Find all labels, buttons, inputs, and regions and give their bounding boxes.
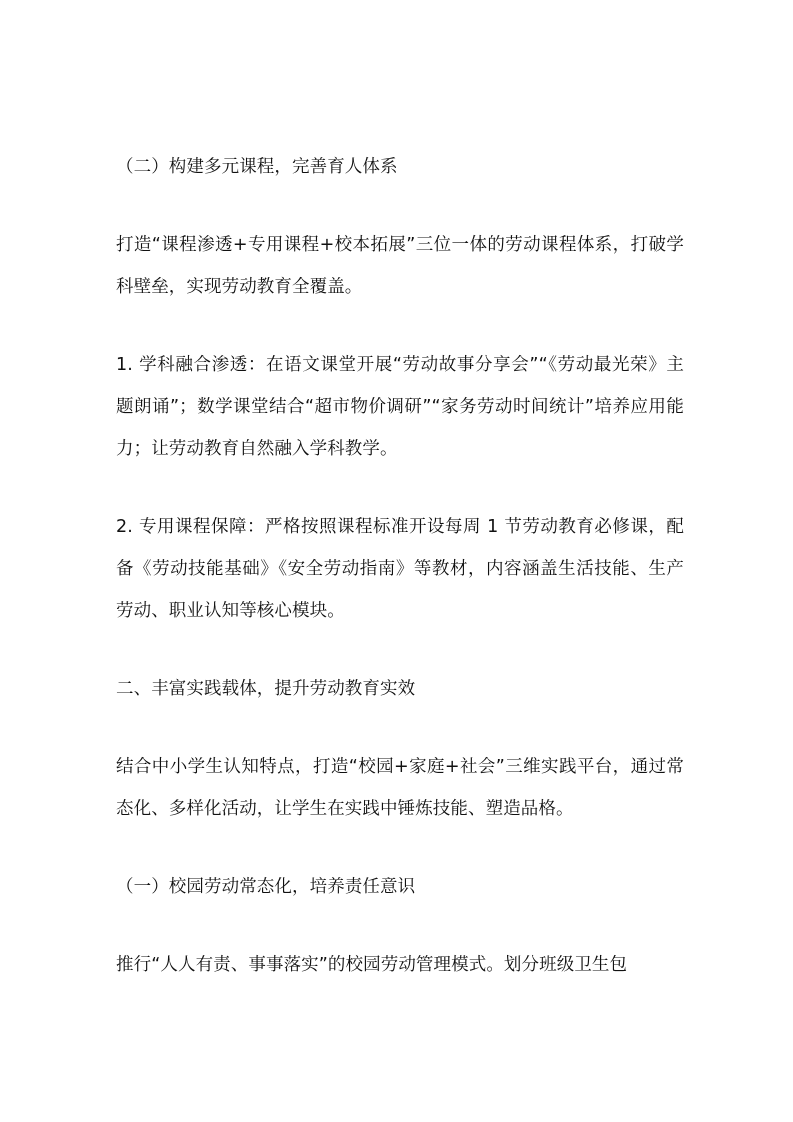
paragraph-gap: [116, 830, 684, 866]
list-item-subject-integration: 1. 学科融合渗透：在语文课堂开展“劳动故事分享会”“《劳动最光荣》主题朗诵”；数学课堂结合“超市物价调研”“家务劳动时间统计”培养应用能力；让劳动教育自然融入学科教学。: [116, 355, 684, 459]
section-heading-campus-labor: （一）校园劳动常态化，培养责任意识: [116, 877, 416, 897]
paragraph-gap: [116, 470, 684, 506]
paragraph-gap: [116, 908, 684, 944]
paragraph-gap: [116, 188, 684, 224]
document-body: [116, 146, 684, 986]
section-heading-practice-carriers: 二、丰富实践载体，提升劳动教育实效: [116, 679, 416, 699]
paragraph-course-system: 打造“课程渗透+专用课程+校本拓展”三位一体的劳动课程体系，打破学科壁垒，实现劳动教育全覆盖。: [116, 235, 684, 297]
paragraph-gap: [116, 308, 684, 344]
paragraph-gap: [116, 710, 684, 746]
paragraph-gap: [116, 632, 684, 668]
paragraph-campus-management: 推行“人人有责、事事落实”的校园劳动管理模式。划分班级卫生包: [116, 955, 628, 975]
paragraph-practice-platform: 结合中小学生认知特点，打造“校园+家庭+社会”三维实践平台，通过常态化、多样化活动，让学生在实践中锤炼技能、塑造品格。: [116, 757, 684, 819]
section-heading-build-courses: （二）构建多元课程，完善育人体系: [116, 157, 398, 177]
list-item-dedicated-courses: 2. 专用课程保障：严格按照课程标准开设每周 1 节劳动教育必修课，配备《劳动技能基础》《安全劳动指南》等教材，内容涵盖生活技能、生产劳动、职业认知等核心模块。: [116, 517, 684, 621]
